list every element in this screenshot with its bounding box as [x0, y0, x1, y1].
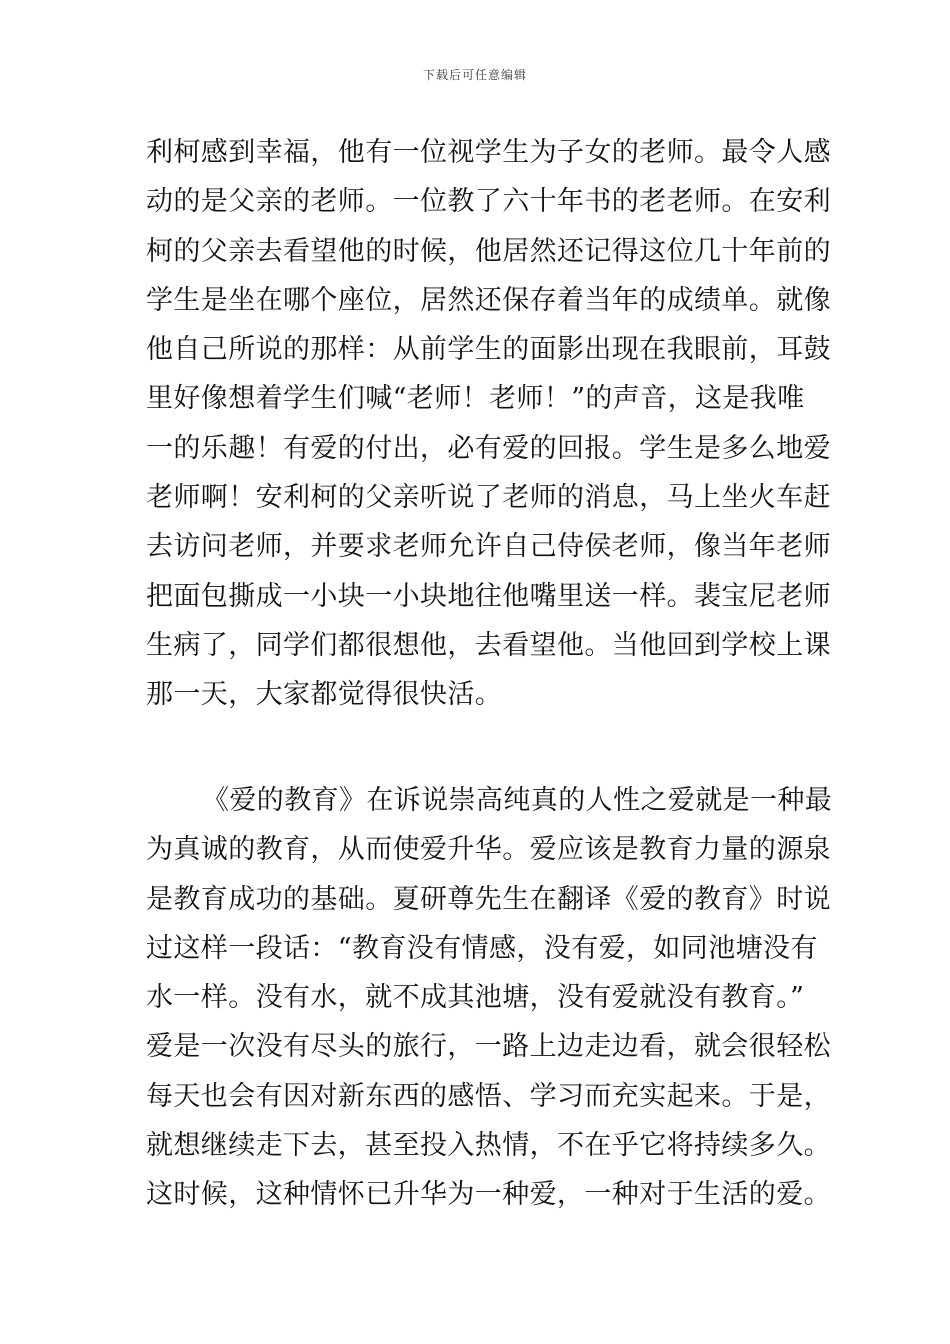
- text-line: 是教育成功的基础。夏研尊先生在翻译《爱的教育》时说: [146, 883, 831, 915]
- text-line: 过这样一段话：“教育没有情感，没有爱，如同池塘没有: [146, 932, 818, 964]
- paragraph-1: [146, 128, 831, 720]
- text-line: 他自己所说的那样：从前学生的面影出现在我眼前，耳鼓: [146, 334, 831, 366]
- text-line-indented: 《爱的教育》在诉说崇高纯真的人性之爱就是一种最: [202, 785, 833, 816]
- text-line: 水一样。没有水，就不成其池塘，没有爱就没有教育。”: [146, 982, 805, 1014]
- header-note: 下载后可任意编辑: [422, 68, 527, 82]
- text-line: 里好像想着学生们喊“老师！老师！”的声音，这是我唯: [146, 383, 805, 415]
- text-line: 那一天，大家都觉得很快活。: [146, 679, 503, 711]
- text-line: 生病了，同学们都很想他，去看望他。当他回到学校上课: [146, 629, 831, 661]
- text-line: 动的是父亲的老师。一位教了六十年书的老老师。在安利: [146, 186, 831, 218]
- paragraph-2: [146, 776, 833, 1220]
- text-line: 这时候，这种情怀已升华为一种爱，一种对于生活的爱。: [146, 1179, 831, 1211]
- text-line: 利柯感到幸福，他有一位视学生为子女的老师。最令人感: [146, 137, 831, 168]
- text-line: 一的乐趣！有爱的付出，必有爱的回报。学生是多么地爱: [146, 432, 831, 464]
- text-line: 就想继续走下去，甚至投入热情，不在乎它将持续多久。: [146, 1130, 831, 1162]
- text-line: 老师啊！安利柯的父亲听说了老师的消息，马上坐火车赶: [146, 482, 831, 514]
- text-line: 为真诚的教育，从而使爱升华。爱应该是教育力量的源泉: [146, 834, 831, 866]
- text-line: 爱是一次没有尽头的旅行，一路上边走边看，就会很轻松: [146, 1031, 831, 1063]
- text-line: 每天也会有因对新东西的感悟、学习而充实起来。于是，: [146, 1080, 831, 1112]
- text-line: 把面包撕成一小块一小块地往他嘴里送一样。裴宝尼老师: [146, 580, 831, 612]
- text-line: 去访问老师，并要求老师允许自己侍侯老师，像当年老师: [146, 531, 831, 563]
- text-line: 学生是坐在哪个座位，居然还保存着当年的成绩单。就像: [146, 284, 831, 316]
- text-line: 柯的父亲去看望他的时候，他居然还记得这位几十年前的: [146, 235, 831, 267]
